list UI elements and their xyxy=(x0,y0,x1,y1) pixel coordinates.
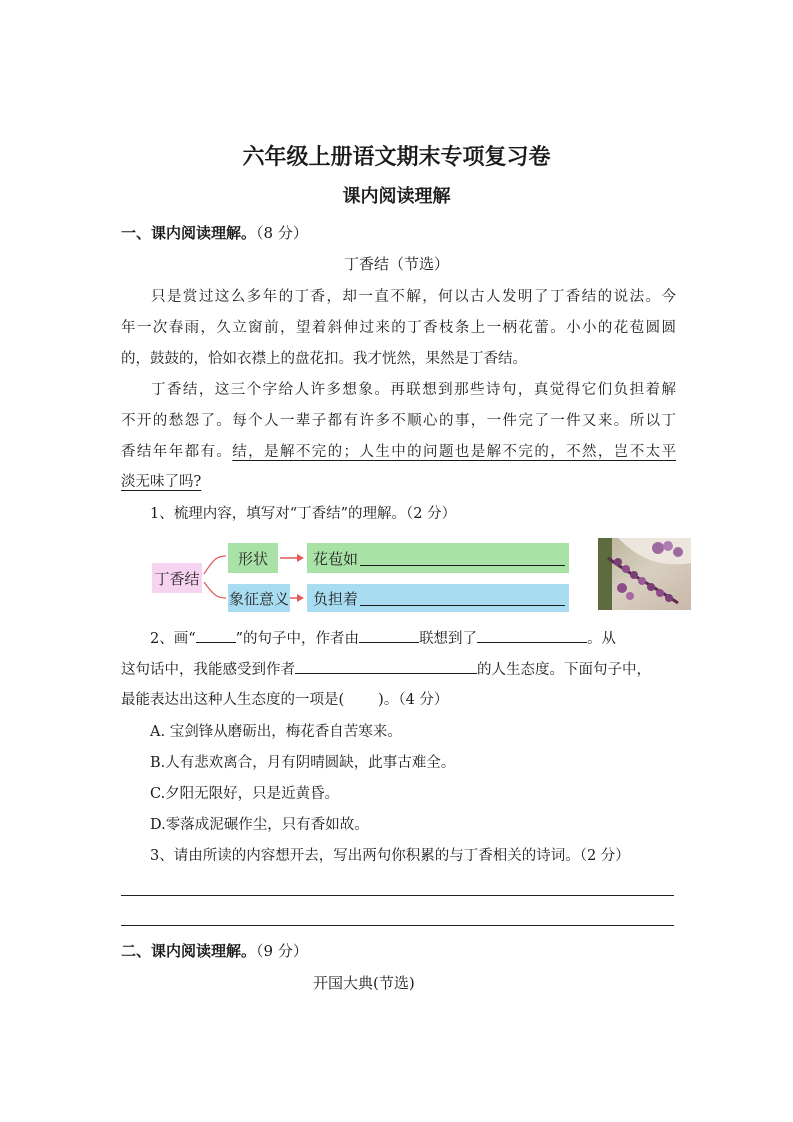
q2-text: ”的句子中，作者由 xyxy=(235,631,360,647)
diagram-root: 丁香结 xyxy=(152,563,202,593)
q2-text: 2、画“ xyxy=(150,631,196,647)
option-a[interactable]: A. 宝剑锋从磨砺出，梅花香自苦寒来。 xyxy=(150,724,402,740)
question-2-line3 xyxy=(121,688,448,712)
page-subtitle: 课内阅读理解 xyxy=(342,186,451,207)
q2-blank-from[interactable] xyxy=(359,628,419,643)
section1-heading xyxy=(121,222,308,243)
underlined-sentence: 结，是解不完的；人生中的问题也是解不完的，不然，岂不太平 xyxy=(232,444,676,460)
passage1-line: 只是赏过这么多年的丁香，却一直不解，何以古人发明了丁香结的说法。今 xyxy=(151,289,676,305)
passage1-line: 丁香结，这三个字给人许多想象。再联想到那些诗句，真觉得它们负担着解 xyxy=(151,382,676,398)
q2-blank-attitude[interactable] xyxy=(295,659,477,674)
q2-text: 联想到了 xyxy=(419,631,478,647)
question-1: 1、梳理内容，填写对“丁香结”的理解。（2 分） xyxy=(150,506,457,522)
option-b[interactable]: B.人有悲欢离合，月有阴晴圆缺，此事古难全。 xyxy=(150,755,456,771)
section2-heading-text: 二、课内阅读理解。 xyxy=(121,942,257,960)
q2-text: 最能表达出这种人生态度的一项是( xyxy=(121,692,345,708)
q2-text: )。（4 分） xyxy=(378,692,449,708)
passage1-text: 香结年年都有。 xyxy=(121,444,233,460)
q2-text: 的人生态度。下面句子中， xyxy=(477,662,651,678)
page-title: 六年级上册语文期末专项复习卷 xyxy=(242,145,551,170)
option-d[interactable]: D.零落成泥碾作尘，只有香如故。 xyxy=(150,817,369,833)
passage1-line: 年一次春雨，久立窗前，望着斜伸过来的丁香枝条上一柄花蕾。小小的花苞圆圆 xyxy=(121,320,676,336)
option-c[interactable]: C.夕阳无限好，只是近黄昏。 xyxy=(150,786,340,802)
passage1-line xyxy=(121,440,676,464)
meaning-answer-blank[interactable] xyxy=(360,591,565,606)
diagram-meaning-label: 象征意义 xyxy=(228,584,290,612)
question-3: 3、请由所读的内容想开去，写出两句你积累的与丁香相关的诗词。（2 分） xyxy=(150,848,630,864)
diagram-shape-answer xyxy=(307,543,569,573)
passage1-title: 丁香结（节选） xyxy=(343,255,449,273)
section1-heading-text: 一、课内阅读理解。 xyxy=(121,224,257,242)
q2-text: 。从 xyxy=(587,631,617,647)
q2-blank-to[interactable] xyxy=(477,628,587,643)
section2-score: （9 分） xyxy=(256,942,308,960)
diagram-meaning-prefix: 负担着 xyxy=(313,589,359,608)
answer-line-1[interactable] xyxy=(121,895,674,896)
question-2-line1 xyxy=(150,627,616,651)
section2-heading xyxy=(121,940,308,961)
passage2-title: 开国大典(节选) xyxy=(313,974,415,992)
section1-score: （8 分） xyxy=(256,224,308,242)
diagram-shape-prefix: 花苞如 xyxy=(313,549,359,568)
passage1-line xyxy=(121,470,676,494)
question-2-line2 xyxy=(121,658,651,682)
shape-answer-blank[interactable] xyxy=(360,551,565,566)
dingxiangjie-diagram xyxy=(152,536,572,616)
answer-line-2[interactable] xyxy=(121,925,674,926)
underlined-sentence: 淡无味了吗? xyxy=(121,474,202,490)
q2-text: 这句话中，我能感受到作者 xyxy=(121,662,295,678)
diagram-meaning-answer xyxy=(307,584,569,612)
q2-blank-mark[interactable] xyxy=(196,628,236,643)
lilac-photo xyxy=(598,538,691,610)
passage1-line: 不开的愁怨了。每个人一辈子都有许多不顺心的事，一件完了一件又来。所以丁 xyxy=(121,413,676,429)
diagram-shape-label: 形状 xyxy=(228,543,278,573)
passage1-line: 的，鼓鼓的，恰如衣襟上的盘花扣。我才恍然，果然是丁香结。 xyxy=(121,351,527,367)
